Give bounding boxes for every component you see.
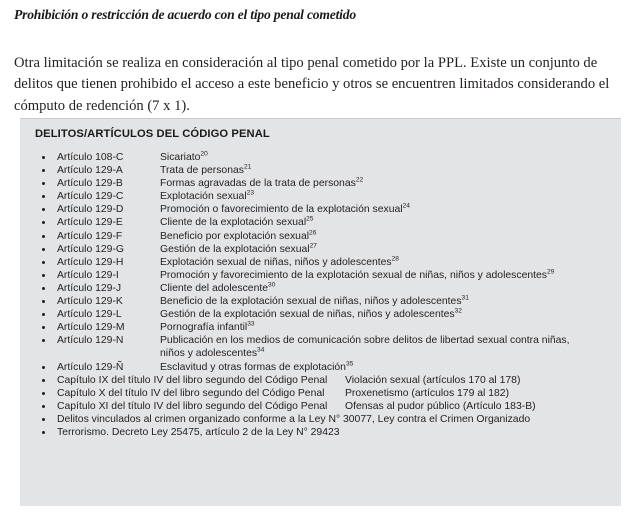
list-item: [20, 387, 621, 400]
article-reference: Artículo 129-C: [57, 191, 124, 203]
bullet-icon: [42, 169, 45, 172]
footnote-marker: 28: [391, 255, 399, 263]
footnote-marker: 33: [247, 320, 255, 328]
offense-description: [345, 374, 520, 387]
offense-description: [345, 387, 509, 400]
list-item: [20, 256, 621, 269]
bullet-icon: [42, 235, 45, 238]
offense-description-text: Gestión de la explotación sexual de niñas, niños y adolescentes: [160, 309, 455, 321]
offense-description-text: Ofensas al pudor público (Artículo 183-B): [345, 400, 536, 412]
offense-description: [160, 203, 410, 216]
offense-description-text: Cliente del adolescente: [160, 282, 269, 294]
bullet-icon: [42, 392, 45, 395]
footnote-marker: 34: [257, 346, 265, 354]
penal-code-box: [20, 118, 621, 506]
offense-description-text: Beneficio de la explotación sexual de niñas, niños y adolescentes: [160, 296, 462, 308]
box-title: DELITOS/ARTÍCULOS DEL CÓDIGO PENAL: [35, 128, 270, 140]
bullet-icon: [42, 418, 45, 421]
offense-description-text: Publicación en los medios de comunicación sobre delitos de libertad sexual contra niñas, niños y adolescentes: [160, 335, 570, 360]
footnote-marker: 26: [309, 229, 317, 237]
offense-description: [160, 177, 363, 190]
article-reference: Artículo 129-M: [57, 322, 125, 334]
bullet-icon: [42, 339, 45, 342]
article-reference: Artículo 129-N: [57, 335, 124, 347]
list-item: [20, 361, 621, 374]
offense-description: [345, 400, 536, 413]
bullet-icon: [42, 221, 45, 224]
intro-paragraph: Otra limitación se realiza en consideración al tipo penal cometido por la PPL. Existe un conjunto de delitos que tienen prohibido el acceso a este beneficio y otros se encuentren limitados considerando el cómputo de redención (7 x 1).: [14, 54, 610, 114]
list-item: [20, 243, 621, 256]
offense-description: [160, 308, 462, 321]
offense-description-text: Sicariato: [160, 152, 201, 163]
article-reference: Artículo 129-A: [57, 165, 123, 177]
footnote-marker: 32: [454, 307, 462, 315]
list-item: [20, 295, 621, 308]
offense-description: [160, 334, 580, 360]
list-item: [20, 151, 621, 164]
bullet-icon: [42, 379, 45, 382]
list-item: [20, 413, 621, 426]
article-reference: Artículo 129-Ñ: [57, 361, 124, 373]
article-reference: Capítulo IX del título IV del libro segundo del Código Penal: [57, 374, 328, 386]
bullet-icon: [42, 313, 45, 316]
penal-code-list: [20, 151, 621, 439]
footnote-marker: 31: [461, 294, 469, 302]
bullet-icon: [42, 274, 45, 277]
list-item: [20, 400, 621, 413]
footnote-marker: 27: [309, 242, 317, 250]
list-item: [20, 374, 621, 387]
footnote-marker: 20: [200, 150, 208, 158]
offense-description-text: Cliente de la explotación sexual: [160, 217, 307, 229]
list-item: [20, 216, 621, 229]
list-item: [20, 334, 621, 360]
article-reference: Artículo 108-C: [57, 152, 124, 163]
bullet-icon: [42, 182, 45, 185]
article-reference: Artículo 129-E: [57, 217, 123, 229]
article-reference: Artículo 129-D: [57, 204, 124, 216]
offense-description: [160, 190, 254, 203]
bullet-icon: [42, 287, 45, 290]
footnote-marker: 23: [246, 189, 254, 197]
footnote-marker: 30: [268, 281, 276, 289]
offense-description-text: Promoción y favorecimiento de la explotación sexual de niñas, niños y adolescentes: [160, 269, 547, 281]
bullet-icon: [42, 300, 45, 303]
offense-description: [160, 321, 255, 334]
offense-description: [160, 256, 399, 269]
bullet-icon: [42, 248, 45, 251]
bullet-icon: [42, 208, 45, 211]
section-title: Prohibición o restricción de acuerdo con el tipo penal cometido: [14, 7, 356, 22]
footnote-marker: 35: [345, 360, 354, 368]
footnote-marker: 25: [306, 216, 314, 223]
offense-description: [160, 282, 275, 295]
list-item: [20, 269, 621, 282]
offense-description-text: Explotación sexual de niñas, niños y adolescentes: [160, 256, 392, 268]
offense-description: [160, 230, 316, 243]
offense-description: [160, 361, 353, 374]
offense-description-text: Esclavitud y otras formas de explotación: [160, 361, 346, 373]
bullet-icon: [42, 326, 45, 329]
bullet-icon: [42, 431, 45, 434]
offense-description: [160, 151, 208, 164]
bullet-icon: [42, 405, 45, 408]
footnote-marker: 24: [402, 202, 410, 210]
offense-description-text: Explotación sexual: [160, 191, 247, 203]
offense-description-text: Trata de personas: [160, 165, 244, 177]
article-reference: Artículo 129-B: [57, 178, 123, 190]
article-reference: Delitos vinculados al crimen organizado conforme a la Ley N° 30077, Ley contra el Crimen Organizado: [57, 413, 531, 425]
offense-description: [160, 243, 317, 256]
article-reference: Artículo 129-K: [57, 296, 123, 308]
article-reference: Artículo 129-H: [57, 256, 124, 268]
article-reference: Artículo 129-I: [57, 269, 119, 281]
footnote-marker: 21: [243, 163, 252, 171]
list-item: [20, 203, 621, 216]
offense-description-text: Pornografía infantil: [160, 322, 248, 334]
article-reference: Artículo 129-F: [57, 230, 123, 242]
list-item: [20, 230, 621, 243]
offense-description: [160, 164, 251, 177]
list-item: [20, 321, 621, 334]
article-reference: Terrorismo. Decreto Ley 25475, artículo 2 de la Ley N° 29423: [57, 426, 340, 438]
article-reference: Capítulo XI del título IV del libro segundo del Código Penal: [57, 400, 328, 412]
article-reference: Artículo 129-J: [57, 282, 122, 294]
offense-description: [160, 216, 313, 229]
offense-description-text: Formas agravadas de la trata de personas: [160, 178, 356, 190]
list-item: [20, 282, 621, 295]
offense-description: [160, 269, 554, 282]
offense-description-text: Beneficio por explotación sexual: [160, 230, 310, 242]
footnote-marker: 22: [355, 176, 364, 184]
list-item: [20, 308, 621, 321]
list-item: [20, 426, 621, 439]
bullet-icon: [42, 366, 45, 369]
bullet-icon: [42, 195, 45, 198]
list-item: [20, 164, 621, 177]
list-item: [20, 177, 621, 190]
offense-description: [160, 295, 469, 308]
offense-description-text: Promoción o favorecimiento de la explotación sexual: [160, 204, 403, 216]
article-reference: Artículo 129-L: [57, 309, 122, 321]
article-reference: Artículo 129-G: [57, 243, 124, 255]
footnote-marker: 29: [547, 268, 555, 276]
bullet-icon: [42, 261, 45, 264]
offense-description-text: Proxenetismo (artículos 179 al 182): [345, 387, 510, 399]
bullet-icon: [42, 156, 45, 159]
offense-description-text: Gestión de la explotación sexual: [160, 243, 310, 255]
list-item: [20, 190, 621, 203]
offense-description-text: Violación sexual (artículos 170 al 178): [345, 374, 521, 386]
article-reference: Capítulo X del título IV del libro segundo del Código Penal: [57, 387, 325, 399]
